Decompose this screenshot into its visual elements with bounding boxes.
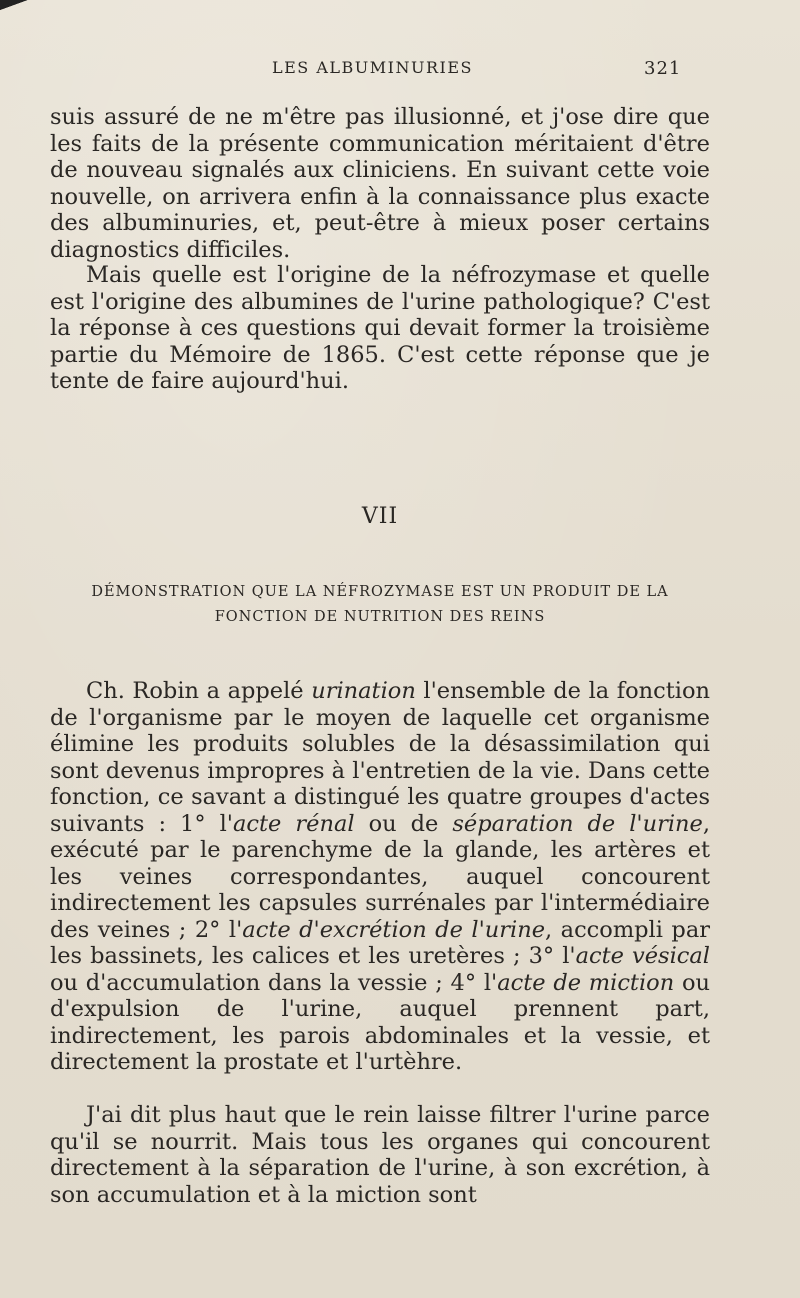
text-run: l'ensemble de la fonction de l'organisme par le moyen de laquelle cet organisme élimine les produits solubles de la désassimilation qui sont devenus impropres à l'entretien de la vie. Dans cette fonction, ce savant a distingué les quatre groupes d'actes suivants : 1° l' — [50, 678, 710, 837]
italic-term: acte de miction — [497, 969, 675, 996]
italic-term: acte d'excrétion de l'urine — [242, 916, 546, 943]
paragraph-rein: J'ai dit plus haut que le rein laisse filtrer l'urine parce qu'il se nourrit. Mais tous les organes qui concourent directement à la séparation de l'urine, à son excrétion, à son accumulation et à la miction sont — [50, 1102, 710, 1208]
section-number: VII — [361, 504, 399, 529]
section-title: DÉMONSTRATION QUE LA NÉFROZYMASE EST UN PRODUIT DE LA FONCTION DE NUTRITION DES REINS — [91, 584, 669, 625]
text-run: ou d'accumulation dans la vessie ; 4° l' — [50, 969, 498, 996]
paragraph-question: Mais quelle est l'origine de la néfrozymase et quelle est l'origine des albumines de l'urine pathologique? C'est la réponse à ces questions qui devait former la troisième partie du Mémoire de 1865. C'est cette réponse que je tente de faire aujourd'hui. — [50, 262, 710, 394]
italic-term: urination — [311, 678, 416, 704]
paragraph-robin — [50, 678, 710, 1076]
text-run: ou de — [354, 810, 453, 837]
paragraph-continuation: suis assuré de ne m'être pas illusionné, et j'ose dire que les faits de la présente communication méritaient d'être de nouveau signalés aux cliniciens. En suivant cette voie nouvelle, on arrivera enfin à la connaissance plus exacte des albuminuries, et, peut-être à mieux poser certains diagnostics difficiles. — [50, 104, 710, 263]
italic-term: séparation de l'urine — [452, 810, 703, 837]
running-head — [0, 58, 800, 82]
text-run: , accompli par les bassinets, les calices et les uretères ; 3° l' — [50, 916, 710, 969]
page-number: 321 — [644, 58, 682, 79]
running-title: LES ALBUMINURIES — [272, 58, 473, 77]
italic-term: acte vésical — [575, 943, 710, 969]
text-run: Ch. Robin a appelé — [86, 678, 312, 704]
text-run: , exécuté par le parenchyme de la glande, les artères et les veines correspondantes, auquel concourent indirectement les capsules surrénales par l'intermédiaire des veines ; 2° l' — [50, 810, 711, 943]
page-corner-mark — [0, 0, 30, 14]
text-run: ou d'expulsion de l'urine, auquel prennent part, indirectement, les parois abdominales et la vessie, et directement la prostate et l'urtèhre. — [50, 969, 710, 1075]
italic-term: acte rénal — [233, 810, 355, 837]
